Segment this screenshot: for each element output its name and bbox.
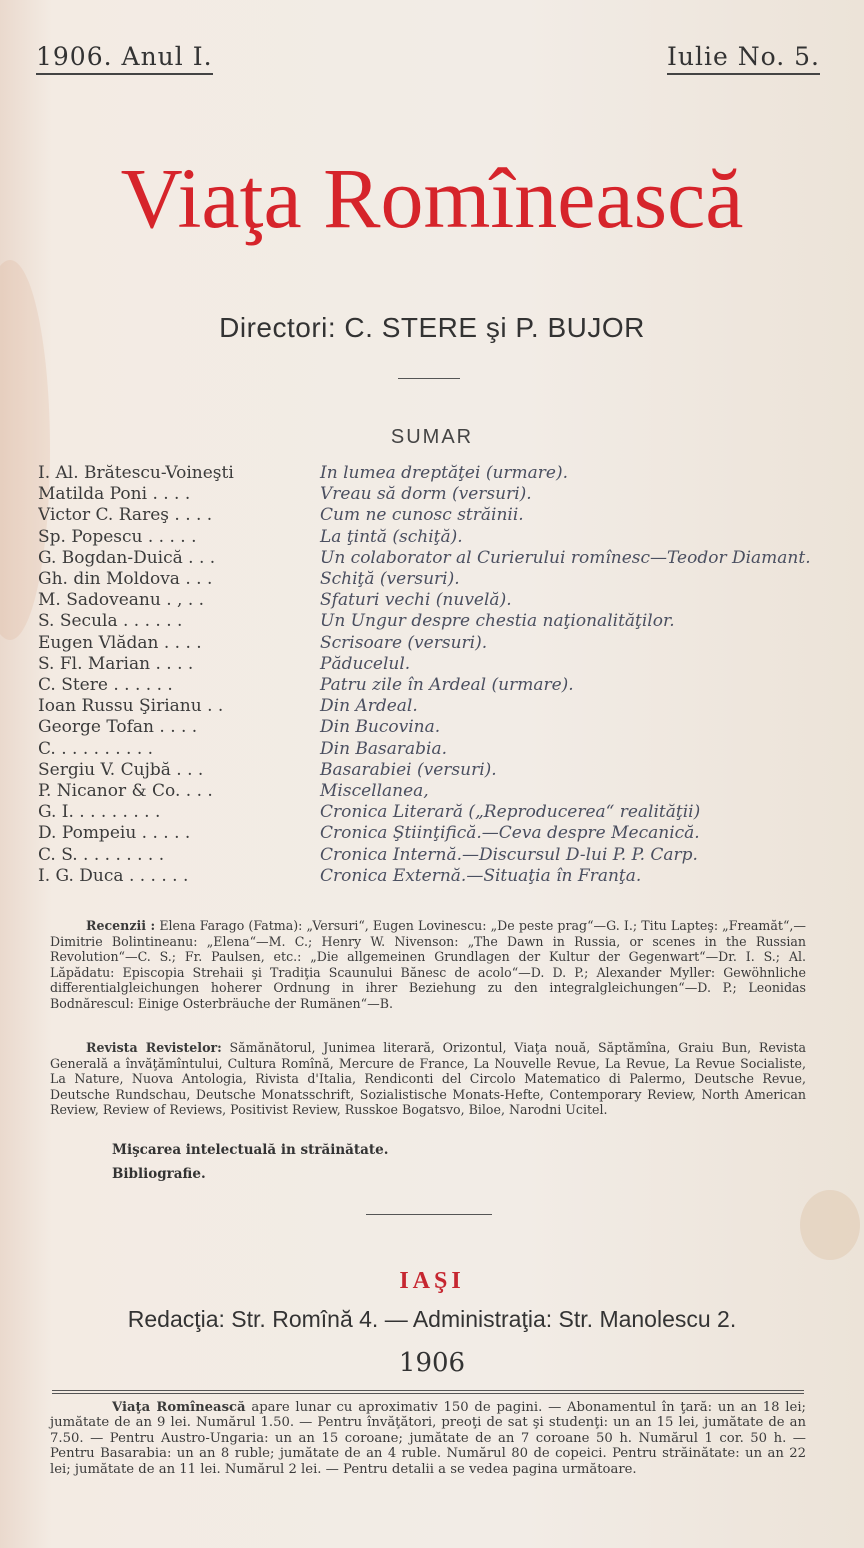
toc-author: C. . . . . . . . . . <box>38 738 154 759</box>
toc-title: Cum ne cunosc străinii. <box>320 505 524 526</box>
toc-title: Un Ungur despre chestia naţionalităţilor. <box>320 611 675 632</box>
toc-row <box>38 569 818 590</box>
toc-author: C. S. . . . . . . . . <box>38 844 165 865</box>
toc-title: Schiţă (versuri). <box>320 569 460 590</box>
toc-row <box>38 548 818 569</box>
toc-title: Din Bucovina. <box>320 717 441 738</box>
toc-title: Păducelul. <box>320 653 411 674</box>
toc-author: Eugen Vlădan . . . . <box>38 632 202 653</box>
paper-stain <box>800 1190 860 1260</box>
toc-title: Scrisoare (versuri). <box>320 632 488 653</box>
toc-row <box>38 611 818 632</box>
toc-author: P. Nicanor & Co. . . . <box>38 781 213 802</box>
sumar-heading: SUMAR <box>390 426 474 448</box>
toc-row <box>38 717 818 738</box>
toc-title: Cronica Ştiinţifică.—Ceva despre Mecanică. <box>320 823 700 844</box>
toc-title: La ţintă (schiţă). <box>320 526 463 547</box>
office-address: Redacţia: Str. Romînă 4. — Administraţia: Str. Manolescu 2. <box>127 1306 737 1332</box>
toc-row <box>38 633 818 654</box>
toc-title: Basarabiei (versuri). <box>320 759 497 780</box>
toc-author: D. Pompeiu . . . . . <box>38 823 191 844</box>
toc-author: C. Stere . . . . . . <box>38 675 173 696</box>
toc-title: Cronica Literară („Reproducerea“ realităţii) <box>320 802 701 823</box>
toc-row <box>38 527 818 548</box>
toc-author: Sergiu V. Cujbă . . . <box>38 759 204 780</box>
publication-city: IAŞI <box>399 1268 465 1294</box>
toc-author: S. Secula . . . . . . <box>38 611 183 632</box>
toc-title: Din Basarabia. <box>320 738 448 759</box>
toc-row <box>38 866 818 887</box>
table-of-contents <box>38 463 818 887</box>
toc-author: I. Al. Brătescu-Voineşti <box>38 463 234 483</box>
publication-year: 1906 <box>398 1348 466 1378</box>
issue-month-number: Iulie No. 5. <box>667 42 820 75</box>
toc-title: Vreau să dorm (versuri). <box>320 484 532 505</box>
footer-rule <box>52 1390 804 1391</box>
issue-year-volume: 1906. Anul I. <box>36 42 213 75</box>
toc-title: Cronica Internă.—Discursul D-lui P. P. Carp. <box>320 844 698 865</box>
toc-row <box>38 675 818 696</box>
directors-line: Directori: C. STERE şi P. BUJOR <box>219 312 645 343</box>
toc-row <box>38 590 818 611</box>
footer-label: Viaţa Romînească <box>112 1400 246 1415</box>
recenzii-section <box>50 918 806 1012</box>
toc-row <box>38 802 818 823</box>
toc-row <box>38 654 818 675</box>
toc-title: In lumea dreptăţei (urmare). <box>320 463 569 483</box>
toc-author: S. Fl. Marian . . . . <box>38 653 194 674</box>
toc-author: Gh. din Moldova . . . <box>38 569 213 590</box>
revista-label: Revista Revistelor: <box>86 1040 222 1055</box>
toc-row <box>38 739 818 760</box>
recenzii-text: Elena Farago (Fatma): „Versuri“, Eugen Lovinescu: „De peste prag“—G. I.; Titu Lapteş: „Freamăt“,—Dimitrie Bolintineanu: „Elena“—M. C.; Henry W. Nivenson: „The Dawn in Russia, or scenes in the Russian Revolution“—C. S.; Fr. Paulsen, etc.: „Die allgemeinen Grundlagen der Kultur der Gegenwart“—Dr. I. S.; Al. Lăpădatu: Episcopia Strehaii şi Tradiţia Scaunului Bănesc de acolo“—D. D. P.; Alexander Myller: Gewöhnliche differentialgleichungen hoherer Ordnung in ihrer Beziehung zu den integralgleichungen“—D. P.; Leonidas Bodnărescul: Einige Osterbräuche der Rumänen“—B. <box>50 918 806 1011</box>
toc-author: G. I. . . . . . . . . <box>38 802 161 823</box>
toc-row <box>38 823 818 844</box>
toc-row <box>38 484 818 505</box>
toc-title: Patru zile în Ardeal (urmare). <box>320 675 574 696</box>
subscription-info <box>50 1400 806 1477</box>
toc-title: Un colaborator al Curierului romînesc—Teodor Diamant. <box>320 547 811 568</box>
magazine-title: Viaţa Romînească <box>120 150 744 246</box>
toc-row <box>38 845 818 866</box>
toc-title: Din Ardeal. <box>320 696 418 717</box>
footer-text: apare lunar cu aproximativ 150 de pagini. — Abonamentul în ţară: un an 18 lei; jumătate de an 9 lei. Numărul 1.50. — Pentru învăţători, preoţi de sat şi studenţi: un an 15 lei, jumătate de an 7.50. — Pentru Austro-Ungaria: un an 15 coroane; jumătate de an 7 coroane 50 h. Numărul 1 cor. 50 h. — Pentru Basarabia: un an 8 ruble; jumătate de an 4 ruble. Numărul 80 de copeici. Pentru străinătate: un an 22 lei; jumătate de an 11 lei. Numărul 2 lei. — Pentru detalii a se vedea pagina următoare. <box>50 1400 806 1477</box>
toc-author: Matilda Poni . . . . <box>38 484 191 505</box>
bibliografie-line: Bibliografie. <box>112 1166 206 1182</box>
divider <box>398 378 460 379</box>
toc-row <box>38 696 818 717</box>
miscarea-line: Mişcarea intelectuală in străinătate. <box>112 1142 389 1158</box>
toc-author: Sp. Popescu . . . . . <box>38 526 197 547</box>
toc-author: Victor C. Rareş . . . . <box>38 505 213 526</box>
toc-title: Cronica Externă.—Situaţia în Franţa. <box>320 865 642 886</box>
footer-rule <box>52 1393 804 1394</box>
toc-author: Ioan Russu Şirianu . . <box>38 696 224 717</box>
toc-author: George Tofan . . . . <box>38 717 198 738</box>
revista-section <box>50 1040 806 1118</box>
toc-row <box>38 463 818 484</box>
toc-row <box>38 760 818 781</box>
toc-row <box>38 505 818 526</box>
toc-title: Sfaturi vechi (nuvelă). <box>320 590 512 611</box>
toc-title: Miscellanea, <box>320 781 429 802</box>
toc-author: G. Bogdan-Duică . . . <box>38 547 216 568</box>
revista-text: Sămănătorul, Junimea literară, Orizontul, Viaţa nouă, Săptămîna, Graiu Bun, Revista Generală a învăţămîntului, Cultura Romînă, Mercure de France, La Nouvelle Revue, La Revue, La Revue Socialiste, La Nature, Nuova Antologia, Rivista d'Italia, Rendiconti del Circolo Matematico di Palermo, Deutsche Revue, Deutsche Rundschau, Deutsche Monatsschrift, Sozialistische Monats-Hefte, Contemporary Review, North American Review, Review of Reviews, Positivist Review, Russkoe Bogatsvo, Biloe, Narodni Ucitel. <box>50 1040 806 1118</box>
toc-author: I. G. Duca . . . . . . <box>38 865 189 886</box>
toc-author: M. Sadoveanu . , . . <box>38 590 205 611</box>
divider <box>366 1214 492 1215</box>
toc-row <box>38 781 818 802</box>
recenzii-label: Recenzii : <box>86 918 156 933</box>
